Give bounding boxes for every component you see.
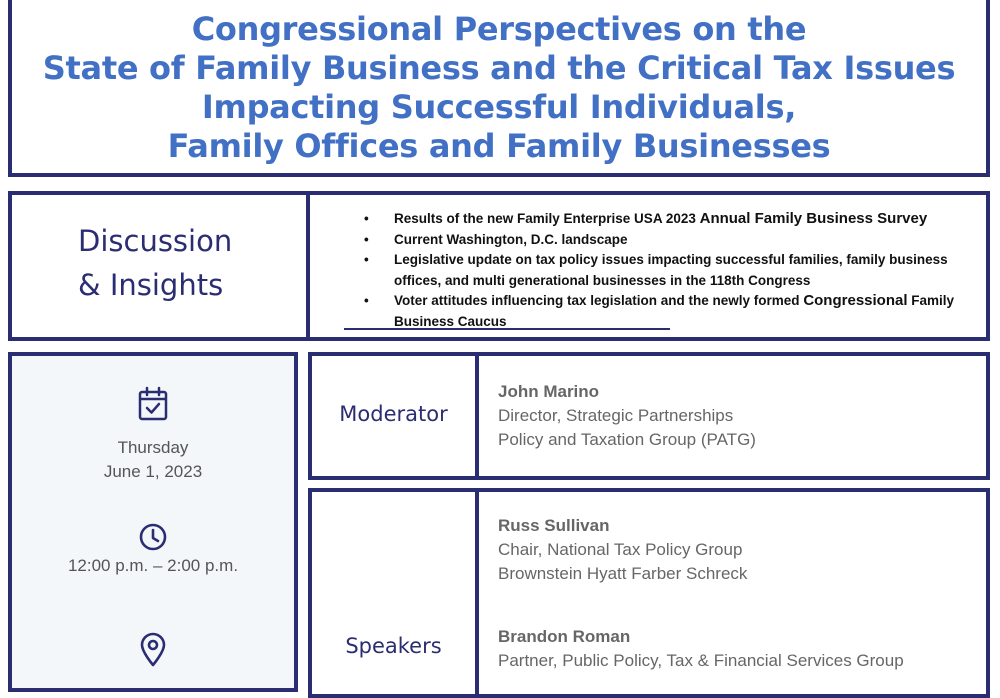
- title-line: Family Offices and Family Businesses: [167, 127, 831, 165]
- moderator-box: [308, 352, 990, 480]
- location-pin-icon: [12, 632, 294, 672]
- event-day: Thursday: [117, 438, 189, 457]
- bullet-dot-icon: •: [364, 293, 369, 308]
- bullet-item: [362, 230, 962, 251]
- speaker-info: [498, 625, 904, 673]
- speaker-info: [498, 514, 747, 586]
- discussion-underline: [344, 328, 670, 330]
- bullet-text: Results of the new Family Enterprise USA 2023: [394, 211, 700, 226]
- moderator-title: Director, Strategic Partnerships: [498, 406, 734, 425]
- event-info-panel: [8, 352, 298, 692]
- discussion-heading-line2: & Insights: [78, 268, 224, 302]
- moderator-org: Policy and Taxation Group (PATG): [498, 430, 756, 449]
- bullet-dot-icon: •: [364, 231, 369, 247]
- speaker-name: Brandon Roman: [498, 627, 631, 646]
- speaker-org: Brownstein Hyatt Farber Schreck: [498, 564, 748, 583]
- clock-icon: [12, 522, 294, 556]
- speaker-title: Partner, Public Policy, Tax & Financial Services Group: [498, 651, 904, 670]
- discussion-heading-line1: Discussion: [78, 224, 233, 258]
- bullet-dot-icon: •: [364, 252, 369, 267]
- page-title: [12, 10, 986, 166]
- bullet-item: [362, 291, 962, 332]
- bullet-text: Voter attitudes influencing tax legislation and the newly formed: [394, 293, 804, 308]
- bullet-text-large: Congressional: [803, 292, 908, 309]
- speakers-box: [308, 488, 990, 698]
- bullet-text-large: Annual Family Business Survey: [699, 210, 928, 227]
- bullet-item: [362, 250, 962, 291]
- title-line: Congressional Perspectives on the: [191, 10, 807, 48]
- title-box: [8, 0, 990, 177]
- title-line: State of Family Business and the Critical Tax Issues: [42, 49, 956, 87]
- discussion-heading: [78, 219, 232, 307]
- moderator-name: John Marino: [498, 382, 600, 401]
- event-time: 12:00 p.m. – 2:00 p.m.: [67, 556, 239, 575]
- bullet-item: [362, 209, 962, 230]
- title-line: Impacting Successful Individuals,: [201, 88, 797, 126]
- calendar-check-icon: [12, 386, 294, 426]
- discussion-bullet-list: [362, 209, 962, 332]
- speaker-name: Russ Sullivan: [498, 516, 610, 535]
- speakers-label: Speakers: [345, 634, 442, 658]
- moderator-info: [498, 380, 756, 452]
- discussion-divider: [306, 195, 310, 337]
- event-date: June 1, 2023: [103, 462, 203, 481]
- bullet-text: Family Business Caucus: [394, 293, 955, 329]
- discussion-box: [8, 191, 990, 341]
- bullet-text: Current Washington, D.C. landscape: [394, 231, 628, 247]
- speaker-title: Chair, National Tax Policy Group: [498, 540, 743, 559]
- bullet-dot-icon: •: [364, 211, 369, 226]
- moderator-label: Moderator: [339, 402, 448, 426]
- bullet-text: Legislative update on tax policy issues impacting successful families, family business offices, and multi generational businesses in the 118th Congress: [394, 252, 948, 288]
- moderator-divider: [475, 356, 479, 476]
- speakers-divider: [475, 492, 479, 694]
